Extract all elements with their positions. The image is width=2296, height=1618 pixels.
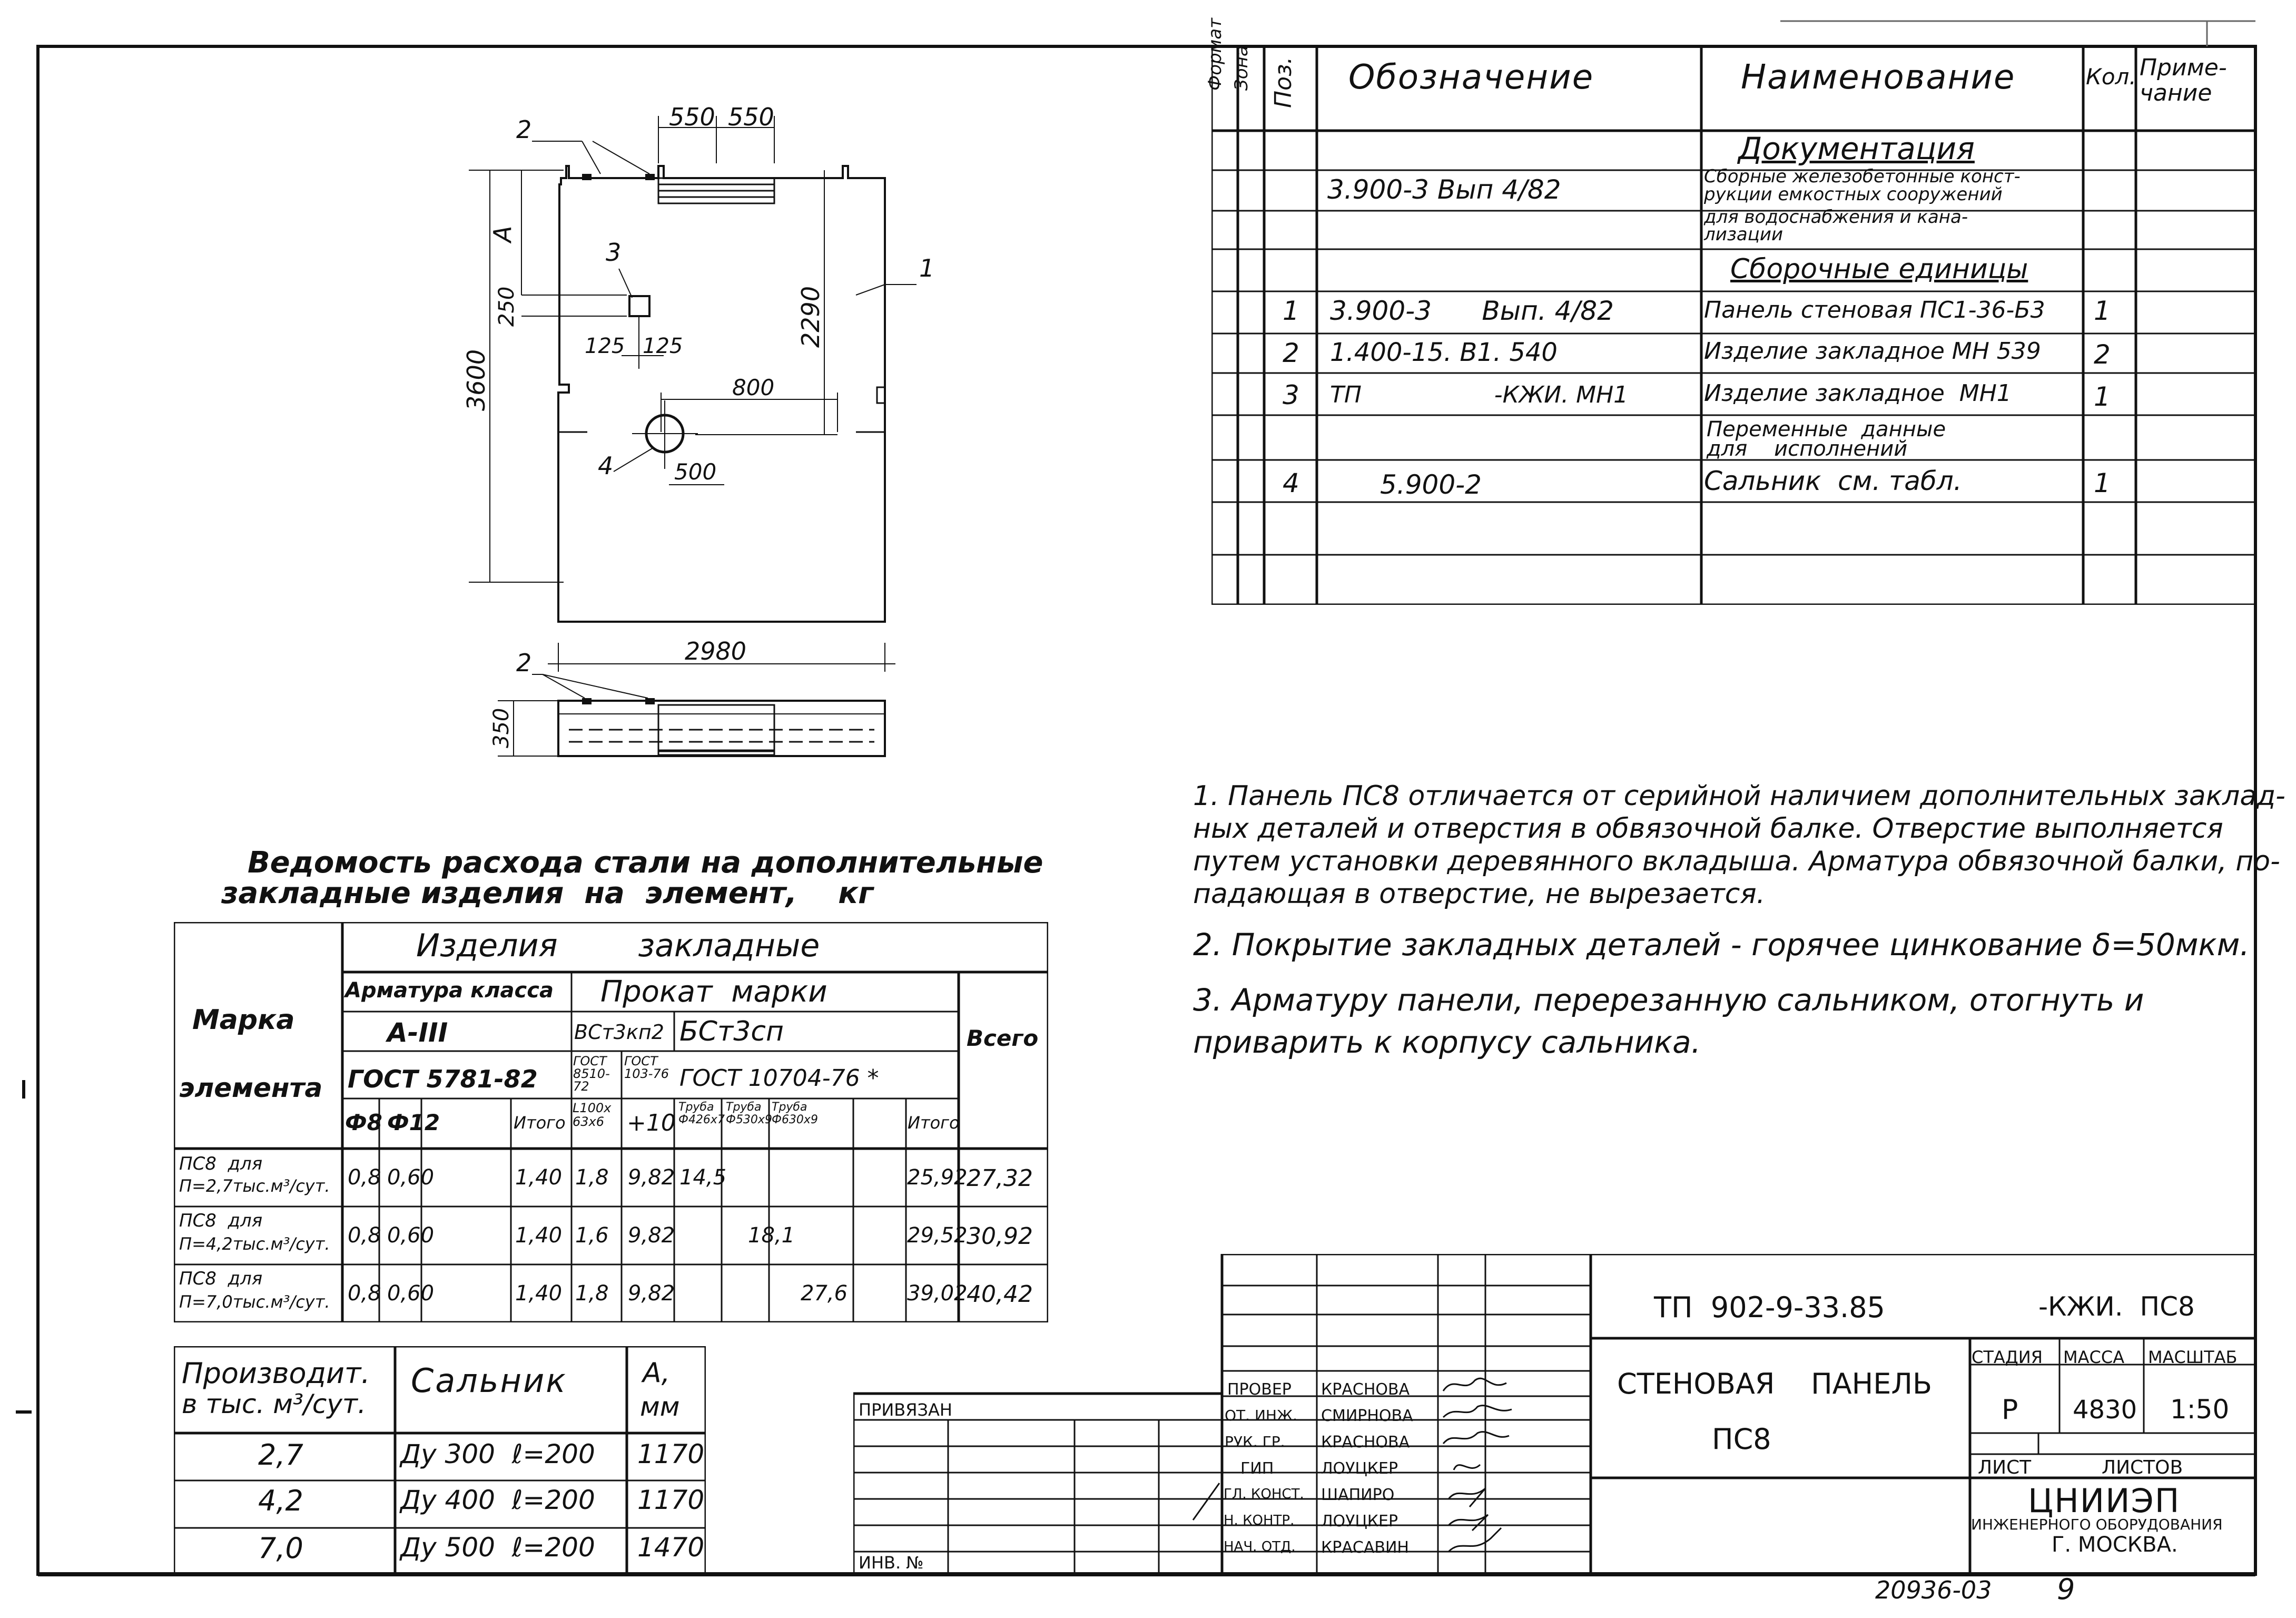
dim-250: 250 — [495, 286, 519, 327]
gland-h-a-1: А, — [643, 1357, 671, 1389]
stamp-inv-no: ИНВ. № — [859, 1553, 924, 1573]
stamp-scale-header: МАСШТАБ — [2148, 1347, 2238, 1367]
spec-header-pos: Поз. — [1270, 56, 1297, 108]
spec-doc-name-2: рукции емкостных сооружений — [1704, 184, 2003, 205]
steel-h-gost-rebar: ГОСТ 5781-82 — [348, 1065, 538, 1093]
stamp-stage-value: Р — [2002, 1394, 2018, 1426]
steel-h-mark-2: элемента — [179, 1073, 323, 1103]
steel-row-3-mark-2: П=7,0тыс.м³/сут. — [179, 1292, 330, 1312]
steel-row-2-mark-1: ПС8 для — [179, 1210, 263, 1231]
stamp-signatures — [1438, 1370, 1543, 1570]
steel-h-pipe-1: Труба Ф426х7 — [678, 1101, 725, 1127]
steel-h-a3: А-III — [387, 1017, 448, 1048]
spec-section-documentation: Документация — [1738, 131, 1975, 166]
spec-row-3-pos: 3 — [1283, 380, 1299, 410]
callout-4: 4 — [598, 452, 614, 480]
steel-row-3-d8: 0,8 — [348, 1281, 381, 1306]
stamp-name-7: КРАСАВИН — [1321, 1538, 1409, 1557]
spec-row-4-name: Сальник см. табл. — [1704, 466, 1962, 496]
steel-row-2-p2: 18,1 — [748, 1223, 795, 1248]
stamp-role-3: РУК. ГР. — [1225, 1433, 1285, 1450]
steel-row-2-itogo2: 29,52 — [907, 1223, 968, 1248]
spec-variable-data-1: Переменные данные — [1707, 417, 1946, 442]
spec-header-name: Наименование — [1741, 58, 2016, 97]
steel-h-d12: Ф12 — [387, 1110, 440, 1135]
stamp-document-code: ТП 902-9-33.85 — [1654, 1291, 1885, 1324]
steel-h-pipe-3: Труба Ф630х9 — [772, 1101, 818, 1127]
spec-doc-name-4: лизации — [1704, 224, 1783, 245]
stamp-name-5: ШАПИРО — [1321, 1486, 1395, 1504]
steel-row-1-total: 27,32 — [967, 1165, 1033, 1192]
callout-3: 3 — [606, 238, 622, 267]
steel-row-1-itogo2: 25,92 — [907, 1165, 968, 1190]
spec-header-designation: Обозначение — [1348, 58, 1594, 97]
steel-h-pipe-2: Труба Ф530х9 — [726, 1101, 772, 1127]
spec-row-3-qty: 1 — [2094, 381, 2111, 412]
gland-row-3-prod: 7,0 — [258, 1532, 303, 1565]
steel-row-1-strip: 9,82 — [628, 1165, 675, 1190]
steel-table-title-1: Ведомость расхода стали на дополнительные — [248, 846, 1043, 880]
gland-h-a-2: мм — [640, 1391, 680, 1422]
spec-row-4-qty: 1 — [2094, 468, 2111, 498]
stamp-sheets-label: ЛИСТОВ — [2102, 1457, 2183, 1478]
steel-row-3-itogo1: 1,40 — [515, 1281, 563, 1306]
spec-row-4-pos: 4 — [1283, 468, 1299, 498]
note-1-line-3: путем установки деревянного вкладыша. Арматура обвязочной балки, по- — [1193, 846, 2280, 877]
stamp-role-7: НАЧ. ОТД. — [1224, 1539, 1296, 1555]
steel-h-items: Изделия закладные — [416, 927, 820, 964]
steel-row-1-d8: 0,8 — [348, 1165, 381, 1190]
gland-row-1-prod: 2,7 — [258, 1438, 303, 1472]
stamp-document-suffix: -КЖИ. ПС8 — [2038, 1291, 2195, 1322]
gland-row-1-gland: Ду 300 ℓ=200 — [400, 1439, 595, 1469]
stamp-mass-value: 4830 — [2073, 1395, 2137, 1425]
steel-h-gost-b: ГОСТ 103-76 — [624, 1054, 669, 1081]
spec-row-3-designation: ТП -КЖИ. МН1 — [1330, 381, 1629, 408]
steel-row-1-mark-2: П=2,7тыс.м³/сут. — [179, 1176, 330, 1196]
gland-row-3-gland: Ду 500 ℓ=200 — [400, 1532, 595, 1563]
dim-A: A — [488, 225, 517, 242]
panel-elevation-drawing — [411, 95, 990, 801]
steel-row-3-d12: 0,60 — [387, 1281, 435, 1306]
spec-row-1-pos: 1 — [1283, 296, 1299, 326]
steel-h-gost-pipe: ГОСТ 10704-76 * — [679, 1065, 879, 1092]
gland-h-prod-2: в тыс. м³/сут. — [182, 1389, 366, 1419]
gland-row-2-prod: 4,2 — [258, 1484, 303, 1517]
stamp-privyazan: ПРИВЯЗАН — [859, 1400, 952, 1420]
stamp-org-3: Г. МОСКВА. — [2052, 1533, 2178, 1557]
spec-doc-name-1: Сборные железобетонные конст- — [1704, 166, 2021, 187]
notes-block — [1193, 780, 2285, 1063]
dim-125-right: 125 — [643, 334, 683, 358]
gland-row-3-a: 1470 — [637, 1532, 705, 1563]
steel-row-2-strip: 9,82 — [628, 1223, 675, 1248]
spec-row-1-qty: 1 — [2094, 296, 2111, 326]
spec-row-2-name: Изделие закладное МН 539 — [1704, 338, 2041, 365]
steel-h-itogo-2: Итого — [908, 1113, 960, 1133]
steel-row-1-itogo1: 1,40 — [515, 1165, 563, 1190]
callout-1: 1 — [919, 254, 935, 282]
stamp-role-5: ГЛ. КОНСТ. — [1224, 1486, 1304, 1502]
steel-row-3-total: 40,42 — [967, 1281, 1033, 1308]
stamp-mass-header: МАССА — [2063, 1347, 2125, 1367]
steel-row-1-angle: 1,8 — [575, 1165, 609, 1190]
steel-h-d8: Ф8 — [345, 1110, 382, 1135]
spec-header-qty: Кол. — [2086, 64, 2136, 90]
note-1-line-4: падающая в отверстие, не вырезается. — [1193, 878, 1766, 910]
spec-row-3-name: Изделие закладное МН1 — [1704, 380, 2012, 407]
stamp-role-6: Н. КОНТР. — [1224, 1513, 1295, 1528]
steel-h-angle: L100х 63х6 — [573, 1101, 612, 1130]
steel-h-itogo-1: Итого — [514, 1113, 566, 1133]
steel-row-2-d8: 0,8 — [348, 1223, 381, 1248]
steel-row-3-mark-1: ПС8 для — [179, 1268, 263, 1289]
spec-row-1-designation: 3.900-3 Вып. 4/82 — [1330, 296, 1614, 326]
dim-2290: 2290 — [796, 286, 825, 348]
stamp-role-1: ПРОВЕР — [1227, 1380, 1292, 1399]
stamp-name-4: ЛОУЦКЕР — [1321, 1459, 1398, 1478]
spec-doc-designation: 3.900-3 Вып 4/82 — [1327, 174, 1561, 205]
stamp-name-6: ЛОУЦКЕР — [1321, 1512, 1398, 1531]
stamp-role-4: ГИП — [1240, 1459, 1274, 1478]
steel-row-2-total: 30,92 — [967, 1223, 1033, 1250]
dim-3600: 3600 — [462, 349, 490, 411]
spec-doc-name-3: для водоснабжения и кана- — [1704, 207, 1968, 228]
stamp-diagonal-mark — [1190, 1480, 1222, 1523]
note-1-line-1: 1. Панель ПС8 отличается от серийной наличием дополнительных заклад- — [1193, 780, 2285, 812]
stamp-scale-value: 1:50 — [2170, 1394, 2230, 1425]
gland-h-prod-1: Производит. — [182, 1357, 370, 1390]
steel-row-3-strip: 9,82 — [628, 1281, 675, 1306]
steel-h-strip: +10 — [627, 1110, 676, 1136]
steel-row-2-mark-2: П=4,2тыс.м³/сут. — [179, 1234, 330, 1254]
dim-500: 500 — [674, 459, 717, 485]
gland-row-2-a: 1170 — [637, 1485, 705, 1515]
note-1-line-2: ных деталей и отверстия в обвязочной балке. Отверстие выполняется — [1193, 813, 2223, 845]
stamp-role-2: ОТ. ИНЖ. — [1225, 1407, 1298, 1424]
stamp-name-3: КРАСНОВА — [1321, 1433, 1410, 1452]
dim-2980: 2980 — [685, 637, 747, 665]
steel-row-2-angle: 1,6 — [575, 1223, 609, 1248]
steel-h-rolled: Прокат марки — [600, 975, 827, 1009]
spec-variable-data-2: для исполнений — [1707, 437, 1908, 461]
steel-table-title-2: закладные изделия на элемент, кг — [221, 876, 874, 910]
steel-row-2-itogo1: 1,40 — [515, 1223, 563, 1248]
steel-row-1-p1: 14,5 — [679, 1165, 727, 1190]
edge-marks — [0, 1054, 42, 1423]
spec-header-note: Приме-чание — [2140, 54, 2227, 107]
dim-800: 800 — [732, 375, 775, 400]
stamp-org-2: ИНЖЕНЕРНОГО ОБОРУДОВАНИЯ — [1971, 1516, 2223, 1533]
spec-row-4-designation: 5.900-2 — [1380, 469, 1482, 500]
callout-2-bottom: 2 — [516, 649, 532, 677]
page-number: 9 — [2057, 1573, 2075, 1606]
spec-header-zone: Зона — [1231, 45, 1252, 91]
steel-row-3-p3: 27,6 — [801, 1281, 848, 1306]
spec-section-assembly-units: Сборочные единицы — [1730, 253, 2028, 285]
steel-h-mark-1: Марка — [192, 1004, 295, 1036]
stamp-stage-header: СТАДИЯ — [1972, 1347, 2043, 1367]
note-3-line-1: 3. Арматуру панели, перерезанную сальником, отогнуть и — [1193, 982, 2144, 1018]
gland-row-1-a: 1170 — [637, 1439, 705, 1469]
spec-row-2-designation: 1.400-15. В1. 540 — [1330, 338, 1558, 367]
steel-row-3-itogo2: 39,02 — [907, 1281, 968, 1306]
dim-550-left: 550 — [669, 103, 715, 131]
spec-row-1-name: Панель стеновая ПС1-36-Б3 — [1704, 297, 2045, 323]
steel-row-1-d12: 0,60 — [387, 1165, 435, 1190]
dim-550-right: 550 — [728, 103, 774, 131]
steel-row-2-d12: 0,60 — [387, 1223, 435, 1248]
steel-row-1-mark-1: ПС8 для — [179, 1153, 263, 1174]
stamp-name-1: КРАСНОВА — [1321, 1380, 1410, 1399]
stamp-name-2: СМИРНОВА — [1321, 1407, 1413, 1425]
stamp-sheet-label: ЛИСТ — [1978, 1457, 2032, 1478]
steel-h-bst: БСт3сп — [679, 1016, 784, 1047]
stamp-org-1: ЦНИИЭП — [2028, 1482, 2181, 1520]
steel-h-total: Всего — [967, 1025, 1039, 1051]
steel-row-3-angle: 1,8 — [575, 1281, 609, 1306]
gland-h-gland: Сальник — [411, 1361, 567, 1400]
spec-header-format: Формат — [1205, 18, 1226, 91]
stamp-title-2: ПС8 — [1712, 1423, 1771, 1456]
gland-row-2-gland: Ду 400 ℓ=200 — [400, 1485, 595, 1515]
stamp-title-1: СТЕНОВАЯ ПАНЕЛЬ — [1617, 1367, 1933, 1400]
archive-number: 20936-03 — [1875, 1576, 1992, 1604]
note-3-line-2: приварить к корпусу сальника. — [1193, 1024, 1701, 1060]
note-2: 2. Покрытие закладных деталей - горячее цинкование δ=50мкм. — [1193, 927, 2250, 963]
dim-125-left: 125 — [585, 334, 625, 358]
steel-h-gost-a: ГОСТ 8510-72 — [573, 1054, 610, 1094]
steel-h-rebar: Арматура класса — [345, 978, 554, 1003]
spec-row-2-pos: 2 — [1283, 338, 1299, 368]
spec-row-2-qty: 2 — [2094, 339, 2111, 370]
callout-2-top: 2 — [516, 115, 532, 144]
steel-h-vst: ВСт3кп2 — [574, 1021, 664, 1044]
dim-350: 350 — [489, 708, 514, 748]
